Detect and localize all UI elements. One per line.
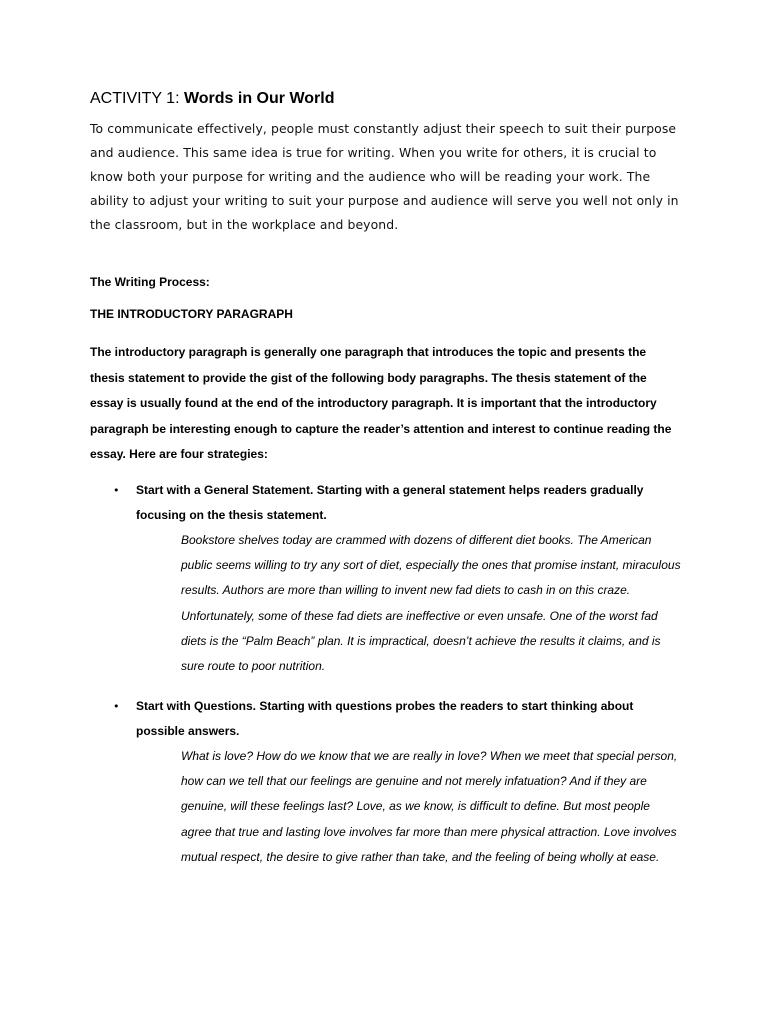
- activity-title-prefix: ACTIVITY 1:: [90, 90, 184, 107]
- strategy-lead: Start with a General Statement. Starting with a general statement helps readers gradually focusing on the thesis statement.: [136, 483, 644, 522]
- strategy-example: What is love? How do we know that we are really in love? When we meet that special person, how can we tell that our feelings are genuine and not merely infatuation? And if they are genuine, will these feelings last? Love, as we know, is difficult to define. But most people agree that true and lasting love involves far more than mere physical attraction. Love involves mutual respect, the desire to give rather than take, and the feeling of being wholly at ease.: [181, 749, 678, 864]
- activity-title: [90, 89, 334, 109]
- strategy-lead: Start with Questions. Starting with questions probes the readers to start thinking about possible answers.: [136, 699, 634, 738]
- activity-title-main: Words in Our World: [183, 90, 335, 107]
- bullet-icon: •: [113, 700, 120, 713]
- section-body-paragraph: The introductory paragraph is generally one paragraph that introduces the topic and presents the thesis statement to provide the gist of the following body paragraphs. The thesis statement of the essay is usually found at the end of the introductory paragraph. It is important that the introductory paragraph be interesting enough to capture the reader’s attention and interest to continue reading the essay. Here are four strategies:: [90, 345, 672, 461]
- strategy-example: Bookstore shelves today are crammed with dozens of different diet books. The American public seems willing to try any sort of diet, especially the ones that promise instant, miraculous results. Authors are more than willing to invent new fad diets to cash in on this craze. Unfortunately, some of these fad diets are ineffective or even unsafe. One of the worst fad diets is the “Palm Beach” plan. It is impractical, doesn’t achieve the results it claims, and is sure route to poor nutrition.: [181, 533, 681, 674]
- intro-paragraph: To communicate effectively, people must constantly adjust their speech to suit their purpose and audience. This same idea is true for writing. When you write for others, it is crucial to know both your purpose for writing and the audience who will be reading your work. The ability to adjust your writing to suit your purpose and audience will serve you well not only in the classroom, but in the workplace and beyond.: [90, 121, 679, 232]
- bullet-icon: •: [113, 484, 120, 497]
- writing-process-label: The Writing Process:: [90, 275, 210, 289]
- section-heading: THE INTRODUCTORY PARAGRAPH: [90, 307, 293, 321]
